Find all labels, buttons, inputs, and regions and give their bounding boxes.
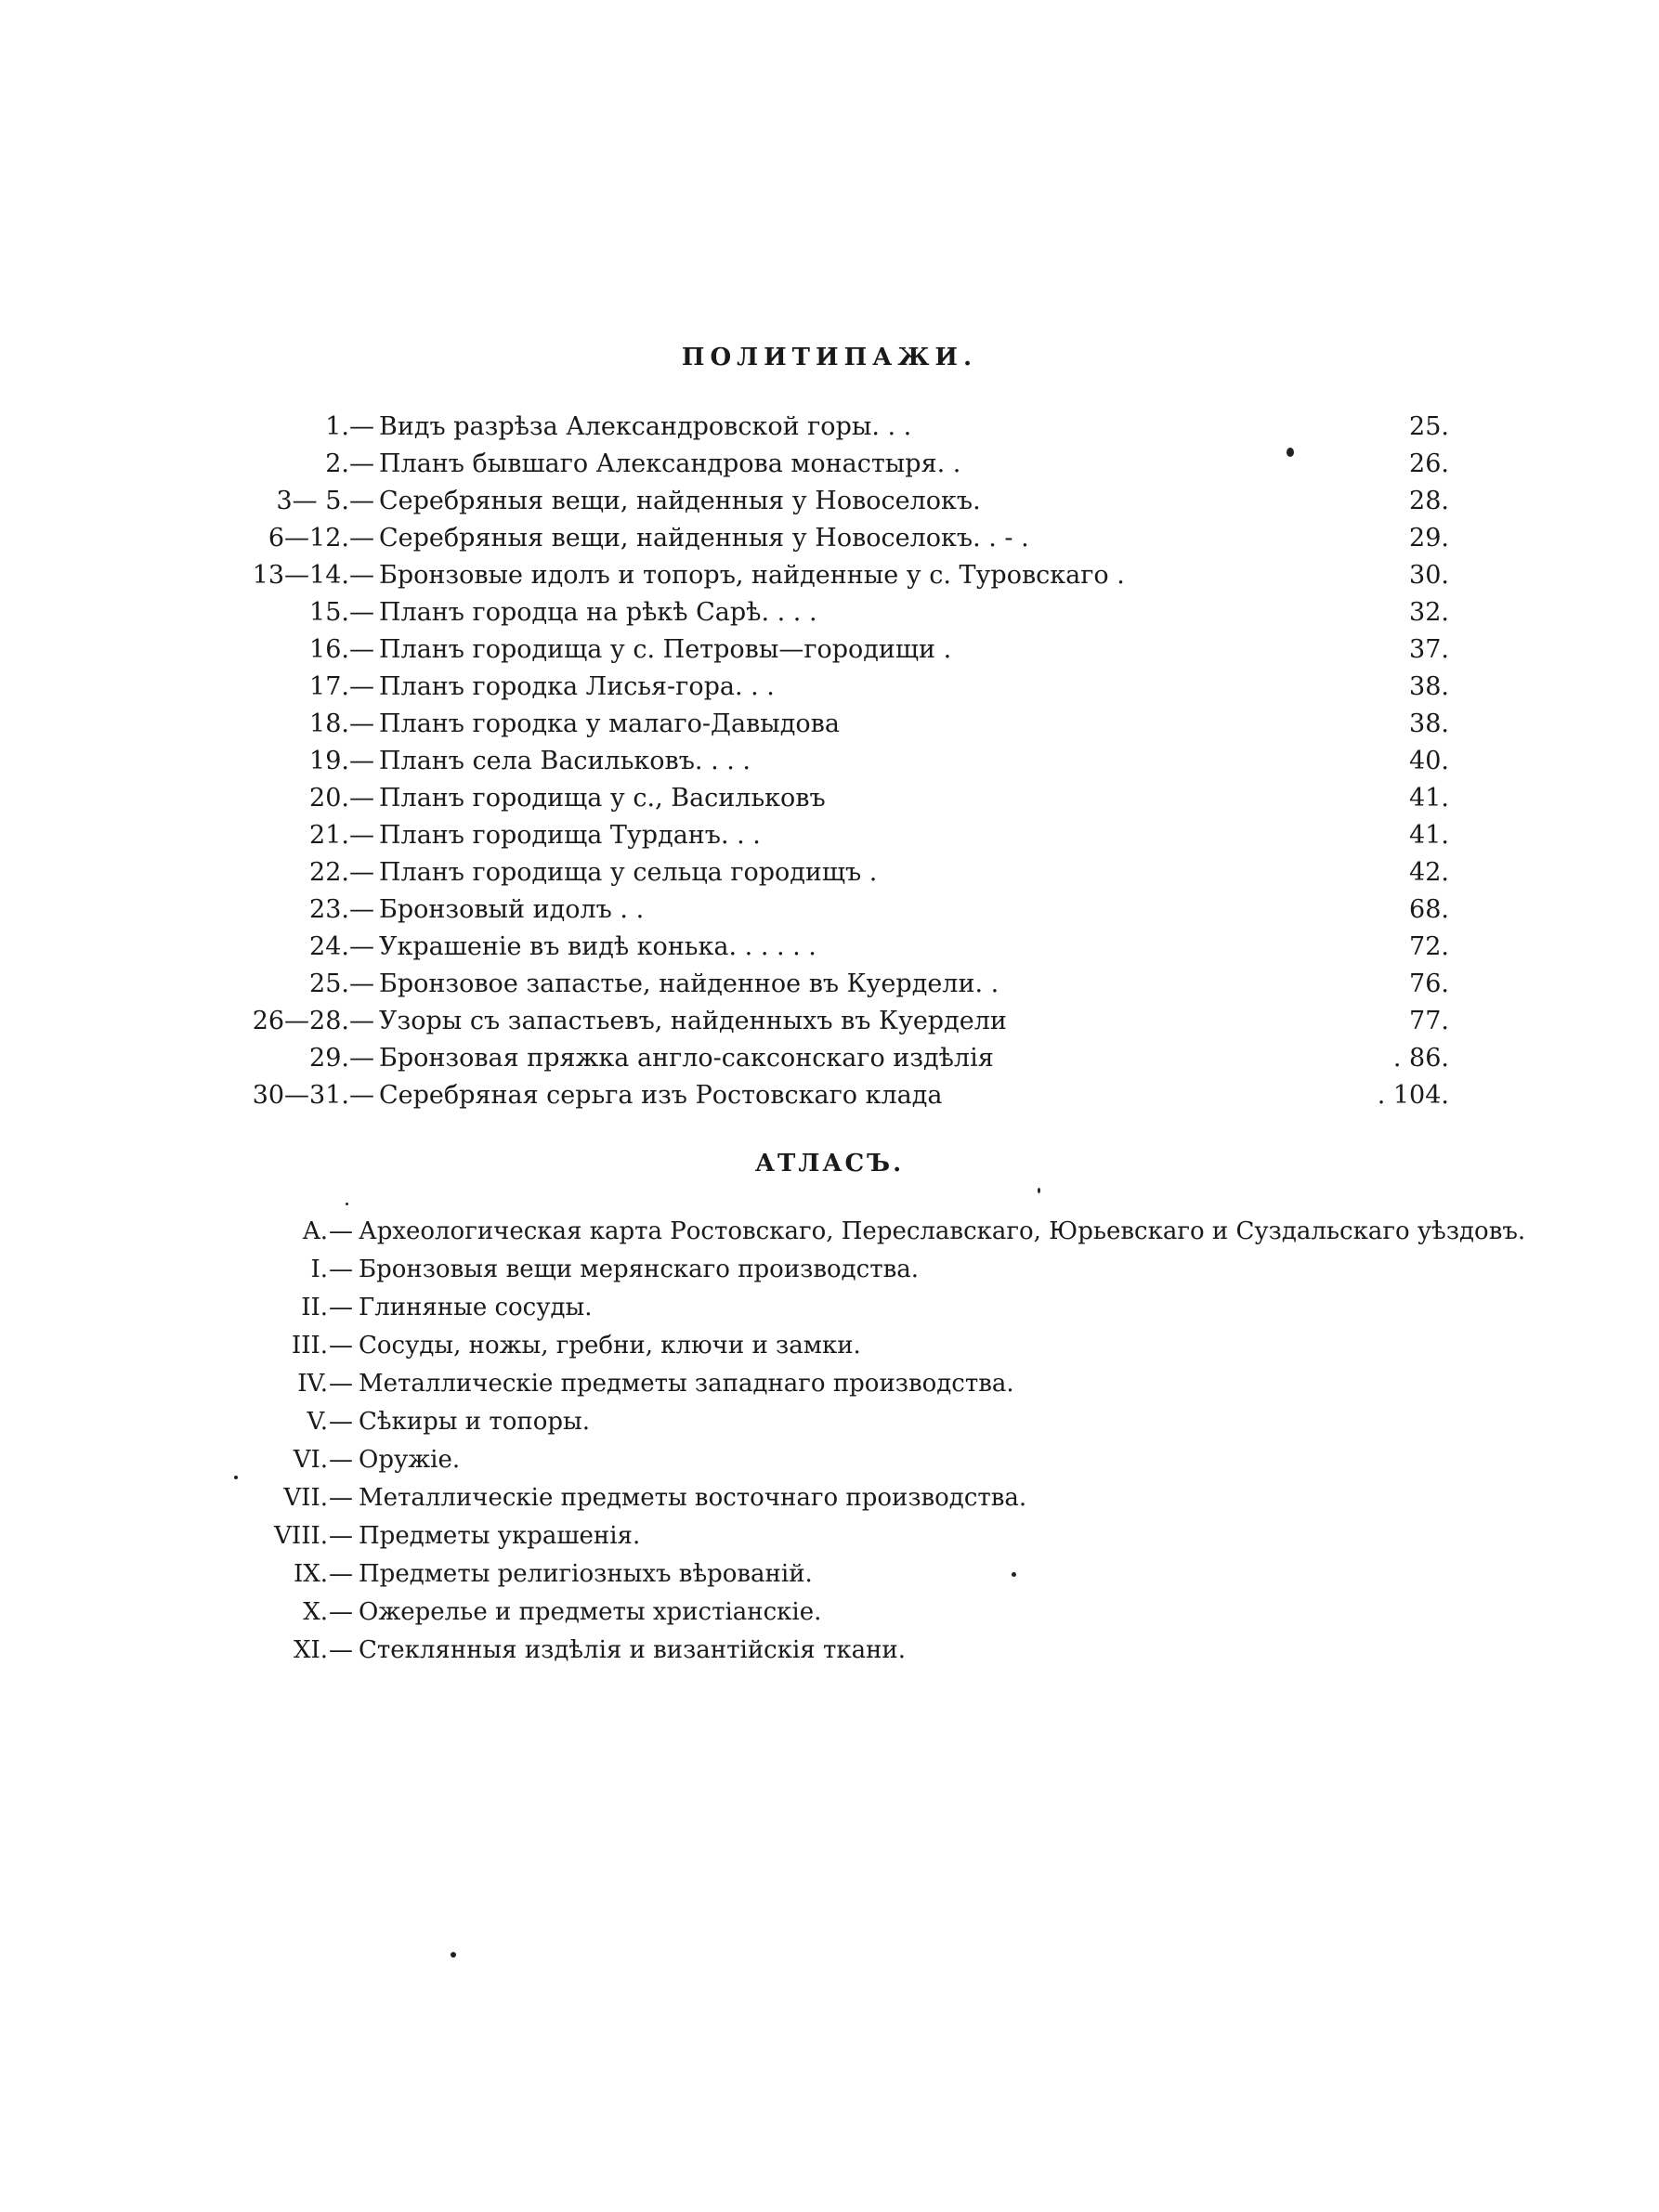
atlas-number: VII. <box>283 1484 328 1512</box>
toc-page: 38. <box>1409 709 1449 738</box>
toc-number: 18. <box>309 709 349 738</box>
atlas-number: III. <box>291 1332 328 1360</box>
scan-speck <box>1012 1572 1016 1577</box>
atlas-number: VIII. <box>274 1522 328 1550</box>
toc-row: 22. — Планъ городища у сельца городищъ . 42. <box>0 854 1659 891</box>
toc-title: Украшеніе въ видѣ конька. . . . . . <box>379 932 816 961</box>
toc-page: 77. <box>1409 1007 1449 1035</box>
toc-title: Серебряная серьга изъ Ростовскаго клада <box>379 1081 943 1110</box>
toc-title: Серебряныя вещи, найденныя у Новоселокъ. . - . <box>379 524 1029 553</box>
toc-page: 30. <box>1409 561 1449 590</box>
toc-title: Бронзовое запастье, найденное въ Куердели. . <box>379 969 999 998</box>
scan-speck <box>1287 448 1294 457</box>
atlas-number: X. <box>303 1598 328 1626</box>
toc-number: 29. <box>309 1044 349 1073</box>
toc-row: 15. — Планъ городца на рѣкѣ Сарѣ. . . . 32. <box>0 594 1659 631</box>
atlas-row: VI. — Оружіе. <box>0 1441 1659 1479</box>
toc-row: 24. — Украшеніе въ видѣ конька. . . . . . 72. <box>0 929 1659 966</box>
toc-row: 16. — Планъ городища у с. Петровы—городищи . 37. <box>0 631 1659 669</box>
toc-row: 19. — Планъ села Васильковъ. . . . 40. <box>0 743 1659 780</box>
atlas-number: IX. <box>293 1560 328 1588</box>
toc-number: 3— 5. <box>276 487 349 515</box>
toc-row: 2. — Планъ бывшаго Александрова монастыря. . 26. <box>0 446 1659 483</box>
toc-row: 3— 5. — Серебряныя вещи, найденныя у Новоселокъ. 28. <box>0 483 1659 520</box>
toc-number: 1. <box>325 412 349 441</box>
atlas-title: Металлическіе предметы западнаго производства. <box>359 1370 1014 1398</box>
toc-page: 28. <box>1409 487 1449 515</box>
atlas-number: II. <box>301 1294 328 1321</box>
atlas-list <box>0 1213 1659 1670</box>
toc-number: 21. <box>309 821 349 850</box>
toc-title: Планъ городка Лисья-гора. . . <box>379 672 775 701</box>
toc-number: 19. <box>309 747 349 775</box>
toc-row: 6—12. — Серебряныя вещи, найденныя у Новоселокъ. . - . 29. <box>0 520 1659 557</box>
toc-number: 30—31. <box>252 1081 349 1110</box>
atlas-title: Предметы религіозныхъ вѣрованій. <box>359 1560 813 1588</box>
toc-number: 25. <box>309 969 349 998</box>
atlas-row: II. — Глиняные сосуды. <box>0 1289 1659 1327</box>
toc-number: 22. <box>309 858 349 887</box>
atlas-row: A. — Археологическая карта Ростовскаго, Переславскаго, Юрьевскаго и Суздальскаго уѣздовъ. <box>0 1213 1659 1251</box>
toc-title: Планъ села Васильковъ. . . . <box>379 747 751 775</box>
toc-title: Планъ городища у с. Петровы—городищи . <box>379 635 952 664</box>
atlas-row: VII. — Металлическіе предметы восточнаго производства. <box>0 1479 1659 1517</box>
toc-title: Планъ городища у с., Васильковъ <box>379 784 826 813</box>
toc-page: 41. <box>1409 784 1449 813</box>
toc-page: 25. <box>1409 412 1449 441</box>
scan-speck <box>346 1203 348 1205</box>
atlas-number: A. <box>302 1217 328 1245</box>
toc-row: 18. — Планъ городка у малаго-Давыдова 38. <box>0 706 1659 743</box>
toc-title: Планъ бывшаго Александрова монастыря. . <box>379 449 961 478</box>
toc-page: 40. <box>1409 747 1449 775</box>
toc-page: 41. <box>1409 821 1449 850</box>
atlas-title: Сѣкиры и топоры. <box>359 1408 590 1436</box>
toc-page: 29. <box>1409 524 1449 553</box>
atlas-title: Стеклянныя издѣлія и византійскія ткани. <box>359 1636 906 1664</box>
atlas-title: Металлическіе предметы восточнаго производства. <box>359 1484 1027 1512</box>
toc-page: 76. <box>1409 969 1449 998</box>
toc-row: 13—14. — Бронзовые идолъ и топоръ, найденные у с. Туровскаго . 30. <box>0 557 1659 594</box>
toc-number: 23. <box>309 895 349 924</box>
atlas-row: III. — Сосуды, ножы, гребни, ключи и замки. <box>0 1327 1659 1365</box>
toc-number: 13—14. <box>252 561 349 590</box>
atlas-title: Глиняные сосуды. <box>359 1294 593 1321</box>
toc-title: Планъ городца на рѣкѣ Сарѣ. . . . <box>379 598 817 627</box>
toc-row: 1. — Видъ разрѣза Александровской горы. . . 25. <box>0 409 1659 446</box>
toc-page: 72. <box>1409 932 1449 961</box>
toc-number: 2. <box>325 449 349 478</box>
toc-row: 23. — Бронзовый идолъ . . 68. <box>0 891 1659 929</box>
atlas-row: IX. — Предметы религіозныхъ вѣрованій. <box>0 1555 1659 1594</box>
toc-row: 25. — Бронзовое запастье, найденное въ Куердели. . 76. <box>0 966 1659 1003</box>
atlas-number: IV. <box>297 1370 328 1398</box>
toc-number: 17. <box>309 672 349 701</box>
scan-speck <box>451 1952 456 1958</box>
atlas-title: Предметы украшенія. <box>359 1522 641 1550</box>
toc-page: 38. <box>1409 672 1449 701</box>
illustrations-list <box>0 409 1659 1114</box>
atlas-heading: АТЛАСЪ. <box>754 1150 905 1178</box>
toc-title: Бронзовый идолъ . . <box>379 895 645 924</box>
toc-title: Планъ городка у малаго-Давыдова <box>379 709 840 738</box>
toc-row: 20. — Планъ городища у с., Васильковъ 41. <box>0 780 1659 817</box>
toc-row: 26—28. — Узоры съ запастьевъ, найденныхъ въ Куердели 77. <box>0 1003 1659 1040</box>
toc-number: 20. <box>309 784 349 813</box>
atlas-row: X. — Ожерелье и предметы христіанскіе. <box>0 1594 1659 1632</box>
toc-number: 15. <box>309 598 349 627</box>
toc-number: 16. <box>309 635 349 664</box>
atlas-number: I. <box>310 1256 328 1283</box>
toc-page: 42. <box>1409 858 1449 887</box>
toc-page: 37. <box>1409 635 1449 664</box>
toc-title: Видъ разрѣза Александровской горы. . . <box>379 412 912 441</box>
toc-number: 6—12. <box>268 524 349 553</box>
toc-title: Узоры съ запастьевъ, найденныхъ въ Куердели <box>379 1007 1007 1035</box>
atlas-title: Сосуды, ножы, гребни, ключи и замки. <box>359 1332 861 1360</box>
toc-page: . 86. <box>1392 1044 1449 1073</box>
atlas-number: XI. <box>293 1636 328 1664</box>
atlas-title: Археологическая карта Ростовскаго, Переславскаго, Юрьевскаго и Суздальскаго уѣздовъ. <box>359 1217 1526 1245</box>
atlas-row: XI. — Стеклянныя издѣлія и византійскія ткани. <box>0 1632 1659 1670</box>
toc-title: Бронзовая пряжка англо-саксонскаго издѣлія <box>379 1044 994 1073</box>
atlas-number: V. <box>307 1408 328 1436</box>
atlas-row: I. — Бронзовыя вещи мерянскаго производства. <box>0 1251 1659 1289</box>
illustrations-heading: ПОЛИТИПАЖИ. <box>681 344 978 371</box>
toc-row: 21. — Планъ городища Турданъ. . . 41. <box>0 817 1659 854</box>
scan-speck <box>1038 1188 1040 1193</box>
toc-page: 26. <box>1409 449 1449 478</box>
atlas-row: VIII. — Предметы украшенія. <box>0 1517 1659 1555</box>
toc-title: Планъ городища у сельца городищъ . <box>379 858 878 887</box>
toc-number: 24. <box>309 932 349 961</box>
toc-title: Бронзовые идолъ и топоръ, найденные у с. Туровскаго . <box>379 561 1125 590</box>
toc-page: 32. <box>1409 598 1449 627</box>
toc-page: . 104. <box>1377 1081 1449 1110</box>
toc-row: 30—31. — Серебряная серьга изъ Ростовскаго клада . 104. <box>0 1077 1659 1114</box>
toc-page: 68. <box>1409 895 1449 924</box>
scan-speck <box>234 1476 238 1479</box>
atlas-title: Оружіе. <box>359 1446 461 1474</box>
toc-title: Серебряныя вещи, найденныя у Новоселокъ. <box>379 487 981 515</box>
atlas-number: VI. <box>293 1446 328 1474</box>
toc-row: 17. — Планъ городка Лисья-гора. . . 38. <box>0 669 1659 706</box>
atlas-row: V. — Сѣкиры и топоры. <box>0 1403 1659 1441</box>
toc-title: Планъ городища Турданъ. . . <box>379 821 761 850</box>
toc-number: 26—28. <box>252 1007 349 1035</box>
atlas-title: Бронзовыя вещи мерянскаго производства. <box>359 1256 919 1283</box>
atlas-row: IV. — Металлическіе предметы западнаго производства. <box>0 1365 1659 1403</box>
atlas-title: Ожерелье и предметы христіанскіе. <box>359 1598 822 1626</box>
toc-row: 29. — Бронзовая пряжка англо-саксонскаго издѣлія . 86. <box>0 1040 1659 1077</box>
